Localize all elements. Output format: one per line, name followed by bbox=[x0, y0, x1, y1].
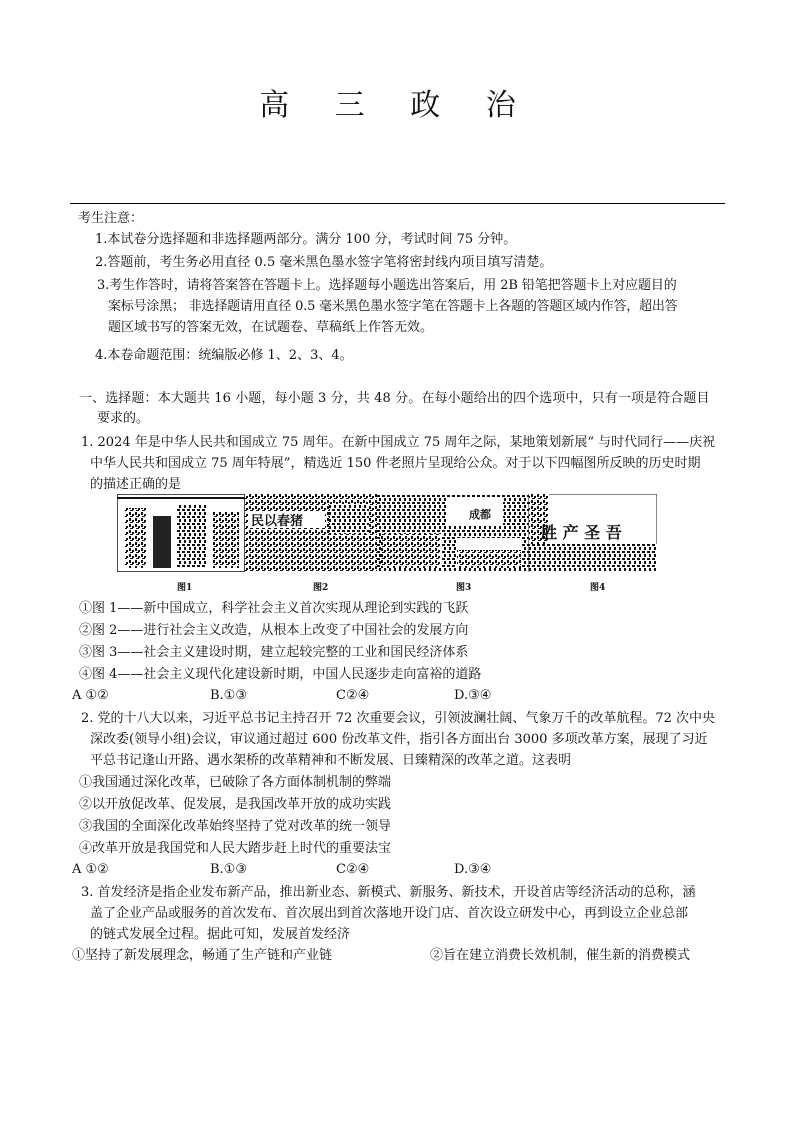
question-2-stem: 2. 党的十八大以来，习近平总书记主持召开 72 次重要会议，引领波澜壮阔、气象万千的改革航程。72 次中央 bbox=[81, 711, 716, 726]
q2-option: ②以开放促改革、促发展，是我国改革开放的成功实践 bbox=[79, 797, 392, 812]
photo-3 bbox=[377, 494, 529, 572]
photo-4 bbox=[529, 494, 657, 572]
q2-answer-b: B.①③ bbox=[210, 862, 247, 877]
q1-option: ①图 1——新中国成立，科学社会主义首次实现从理论到实践的飞跃 bbox=[79, 601, 469, 616]
q1-answer-c: C②④ bbox=[336, 688, 370, 703]
question-2-stem: 平总书记逢山开路、遇水架桥的改革精神和不断发展、日臻精深的改革之道。这表明 bbox=[90, 753, 572, 768]
q1-option: ②图 2——进行社会主义改造，从根本上改变了中国社会的发展方向 bbox=[79, 623, 469, 638]
question-3-stem: 盖了企业产品或服务的首次发布、首次展出到首次落地开设门店、首次设立研发中心，再到设立企业总部 bbox=[90, 906, 689, 921]
figure-caption: 图3 bbox=[456, 583, 472, 593]
q3-option: ①坚持了新发展理念，畅通了生产链和产业链 bbox=[72, 948, 333, 963]
historical-photos-figure bbox=[117, 494, 657, 572]
notice-item: 题区域书写的答案无效，在试题卷、草稿纸上作答无效。 bbox=[108, 320, 434, 335]
figure-caption: 图2 bbox=[313, 583, 329, 593]
question-3-stem: 的链式发展全过程。据此可知，发展首发经济 bbox=[90, 927, 351, 942]
q1-answer-a: A ①② bbox=[72, 688, 109, 703]
q2-answer-d: D.③④ bbox=[454, 862, 492, 877]
figure-caption: 图4 bbox=[590, 583, 606, 593]
notice-item: 3.考生作答时，请将答案答在答题卡上。选择题每小题选出答案后，用 2B 铅笔把答题卡上对应题目的 bbox=[97, 278, 677, 293]
q3-option: ②旨在建立消费长效机制，催生新的消费模式 bbox=[430, 948, 691, 963]
svg-text:成都: 成都 bbox=[469, 508, 491, 521]
section-heading: 一、选择题：本大题共 16 小题，每小题 3 分，共 48 分。在每小题给出的四个选项中，只有一项是符合题目 bbox=[79, 391, 710, 406]
question-2-stem: 深改委(领导小组)会议，审议通过超过 600 份改革文件，指引各方面出台 3000 多项改革方案，展现了习近 bbox=[90, 732, 708, 747]
question-1-stem: 中华人民共和国成立 75 周年特展”，精选近 150 件老照片呈现给公众。对于以下四幅图所反映的历史时期 bbox=[90, 456, 701, 471]
question-1-stem: 的描述正确的是 bbox=[90, 477, 182, 492]
q1-answer-d: D.③④ bbox=[454, 688, 492, 703]
svg-text:胜 产 圣 吾: 胜 产 圣 吾 bbox=[541, 523, 622, 542]
photo-strip-image bbox=[117, 494, 657, 572]
q2-option: ④改革开放是我国党和人民大踏步赶上时代的重要法宝 bbox=[79, 841, 392, 856]
svg-text:民以春猪: 民以春猪 bbox=[251, 514, 304, 529]
notice-item: 4.本卷命题范围：统编版必修 1、2、3、4。 bbox=[95, 348, 353, 363]
q2-option: ③我国的全面深化改革始终坚持了党对改革的统一领导 bbox=[79, 819, 392, 834]
q1-option: ③图 3——社会主义建设时期，建立起较完整的工业和国民经济体系 bbox=[79, 645, 469, 660]
question-1-stem: 1. 2024 年是中华人民共和国成立 75 周年。在新中国成立 75 周年之际，某地策划新展“ 与时代同行——庆祝 bbox=[81, 435, 716, 450]
page-title: 高 三 政 治 bbox=[259, 88, 534, 123]
q2-option: ①我国通过深化改革，已破除了各方面体制机制的弊端 bbox=[79, 775, 392, 790]
header-divider bbox=[70, 203, 725, 204]
photo-1 bbox=[117, 494, 245, 572]
question-3-stem: 3. 首发经济是指企业发布新产品，推出新业态、新模式、新服务、新技术，开设首店等经济活动的总称，涵 bbox=[81, 885, 696, 900]
notice-item: 1.本试卷分选择题和非选择题两部分。满分 100 分，考试时间 75 分钟。 bbox=[95, 232, 517, 247]
section-heading-cont: 要求的。 bbox=[97, 411, 150, 426]
notice-heading: 考生注意： bbox=[78, 211, 144, 226]
photo-2 bbox=[245, 494, 377, 572]
q2-answer-a: A ①② bbox=[72, 862, 109, 877]
q2-answer-c: C②④ bbox=[336, 862, 370, 877]
notice-item: 2.答题前，考生务必用直径 0.5 毫米黑色墨水签字笔将密封线内项目填写清楚。 bbox=[95, 255, 553, 270]
q1-answer-b: B.①③ bbox=[210, 688, 247, 703]
q1-option: ④图 4——社会主义现代化建设新时期，中国人民逐步走向富裕的道路 bbox=[79, 667, 482, 682]
notice-item: 案标号涂黑； 非选择题请用直径 0.5 毫米黑色墨水签字笔在答题卡上各题的答题区域内作答，超出答 bbox=[108, 299, 678, 314]
figure-caption: 图1 bbox=[177, 583, 193, 593]
